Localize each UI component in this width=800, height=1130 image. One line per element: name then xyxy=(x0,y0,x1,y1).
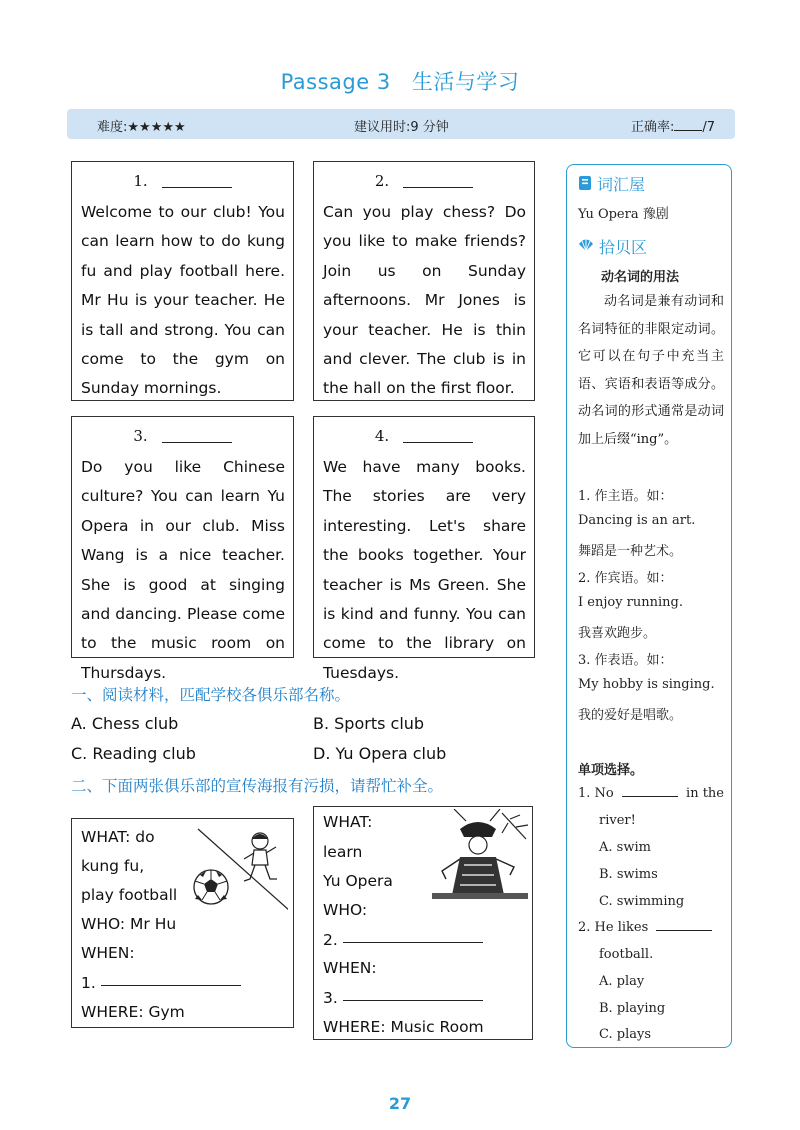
stage-ground xyxy=(432,893,528,899)
shell-title: 拾贝区 xyxy=(599,238,648,257)
section-2-heading: 二、下面两张俱乐部的宣传海报有污损，请帮忙补全。 xyxy=(71,777,444,795)
club-card-1 xyxy=(71,161,294,401)
answer-blank[interactable] xyxy=(403,187,473,188)
q1-option-c: C. swimming xyxy=(599,894,685,909)
poster-blank-1: 1. xyxy=(81,974,241,992)
card-number: 4. xyxy=(314,427,534,445)
grammar-intro: 动名词是兼有动词和名词特征的非限定动词。它可以在句子中充当主语、宾语和表语等成分。动名词的形式通常是动词加上后缀“ing”。 xyxy=(578,294,724,447)
costume xyxy=(452,857,504,895)
option-b: B. Sports club xyxy=(313,714,425,733)
vocab-item: Yu Opera 豫剧 xyxy=(578,207,669,222)
q1-option-a: A. swim xyxy=(599,840,651,855)
rule-3: 3. 作表语。如： xyxy=(578,653,673,668)
q1-option-b: B. swims xyxy=(599,867,658,882)
poster-where: WHERE: Gym xyxy=(81,1003,185,1021)
answer-blank[interactable] xyxy=(403,442,473,443)
answer-blank[interactable] xyxy=(656,930,712,931)
accuracy: 正确率: /7 xyxy=(630,120,715,135)
card-number: 3. xyxy=(72,427,293,445)
poster-what: WHAT: do xyxy=(81,828,155,846)
sidebar-panel: 词汇屋 Yu Opera 豫剧 拾贝区 动名词的用法 动名词是兼有动词和名词特征的非限定动词。它可以在句子中充当主语、宾语和表语等成分。动名词的形式通常是动词加上后缀“ing”。 1. 作主语。如： Dancing is an art. 舞蹈是一种艺术。 2. 作宾语。如： I enjoy running. 我喜欢跑步。 3. 作表语。如： My hobby is singing. 我的爱好是唱歌。 单项选择。 1. No in the river! A. swim B. swims C. swimming 2. He likes football. A. play B. playing C. plays xyxy=(566,164,732,1048)
branch xyxy=(502,813,528,839)
club-card-3 xyxy=(71,416,294,682)
question-2: 2. He likes xyxy=(578,920,724,935)
q2-option-a: A. play xyxy=(599,974,645,989)
example-2-en: I enjoy running. xyxy=(578,595,683,610)
example-3-cn: 我的爱好是唱歌。 xyxy=(578,708,683,723)
question-1: 1. No in the xyxy=(578,786,724,801)
rule-1: 1. 作主语。如： xyxy=(578,489,673,504)
answer-blank[interactable] xyxy=(343,1000,483,1001)
answer-blank[interactable] xyxy=(101,985,241,986)
poster-blank-3: 3. xyxy=(323,989,483,1007)
q2-option-c: C. plays xyxy=(599,1027,651,1042)
example-2-cn: 我喜欢跑步。 xyxy=(578,626,657,641)
option-a: A. Chess club xyxy=(71,714,179,733)
card-number: 1. xyxy=(72,172,293,190)
poster-when: WHEN: xyxy=(81,944,135,962)
difficulty: 难度:★★★★★ xyxy=(97,120,186,135)
poster-yu-opera: WHAT: learn Yu Opera WHO: 2. WHEN: 3. WHERE: Music Room xyxy=(313,806,533,1040)
kid-body xyxy=(252,850,268,865)
info-bar xyxy=(67,109,735,139)
poster-when: WHEN: xyxy=(323,959,377,977)
option-d: D. Yu Opera club xyxy=(313,744,447,763)
passage-number: Passage 3 xyxy=(280,70,391,94)
club-card-2 xyxy=(313,161,535,401)
option-c: C. Reading club xyxy=(71,744,196,763)
answer-blank[interactable] xyxy=(622,796,678,797)
headdress xyxy=(460,822,496,837)
poster-blank-2: 2. xyxy=(323,931,483,949)
poster-what: WHAT: xyxy=(323,813,373,831)
poster-where: WHERE: Music Room xyxy=(323,1018,484,1036)
example-1-cn: 舞蹈是一种艺术。 xyxy=(578,544,683,559)
pheasant-feathers xyxy=(454,809,500,821)
rule-2: 2. 作宾语。如： xyxy=(578,571,673,586)
yu-opera-illustration xyxy=(430,809,530,901)
section-1-heading: 一、阅读材料，匹配学校各俱乐部名称。 xyxy=(71,686,351,704)
difficulty-stars: ★★★★★ xyxy=(127,120,186,135)
answer-blank[interactable] xyxy=(162,442,232,443)
card-text: Welcome to our club! You can learn how to do kung fu and play football here. Mr Hu is your teacher. He is tall and strong. You can come to the gym on Sunday mornings. xyxy=(81,203,285,398)
shell-icon xyxy=(578,238,594,252)
football-icon xyxy=(194,870,228,904)
card-text: Do you like Chinese culture? You can learn Yu Opera in our club. Miss Wang is a nice teacher. She is good at singing and dancing. Please come to the music room on Thursdays. xyxy=(81,458,285,682)
poster-who: WHO: Mr Hu xyxy=(81,915,177,933)
passage-topic: 生活与学习 xyxy=(411,70,520,94)
exercise-title: 单项选择。 xyxy=(578,763,644,778)
example-1-en: Dancing is an art. xyxy=(578,513,696,528)
q2-option-b: B. playing xyxy=(599,1001,666,1016)
page-title xyxy=(0,66,800,96)
card-number: 2. xyxy=(314,172,534,190)
example-3-en: My hobby is singing. xyxy=(578,677,715,692)
poster-who: WHO: xyxy=(323,901,368,919)
grammar-title: 动名词的用法 xyxy=(601,270,680,285)
page-number: 27 xyxy=(388,1094,412,1113)
kung-fu-illustration xyxy=(178,823,288,933)
poster-kung-fu: WHAT: do kung fu, play football WHO: Mr Hu WHEN: 1. WHERE: Gym xyxy=(71,818,294,1028)
card-text: Can you play chess? Do you like to make friends? Join us on Sunday afternoons. Mr Jones is your teacher. He is thin and clever. The club is in the hall on the first floor. xyxy=(323,203,526,398)
book-icon xyxy=(578,175,592,191)
club-card-4 xyxy=(313,416,535,682)
vocab-title: 词汇屋 xyxy=(597,175,646,194)
accuracy-blank[interactable] xyxy=(674,119,702,131)
answer-blank[interactable] xyxy=(162,187,232,188)
kid-legs xyxy=(244,865,277,881)
suggested-time: 建议用时:9 分钟 xyxy=(354,120,449,135)
performer-face xyxy=(469,836,487,854)
answer-blank[interactable] xyxy=(343,942,483,943)
card-text: We have many books. The stories are very interesting. Let's share the books together. Your teacher is Ms Green. She is kind and funny. You can come to the library on Tuesdays. xyxy=(323,458,526,682)
